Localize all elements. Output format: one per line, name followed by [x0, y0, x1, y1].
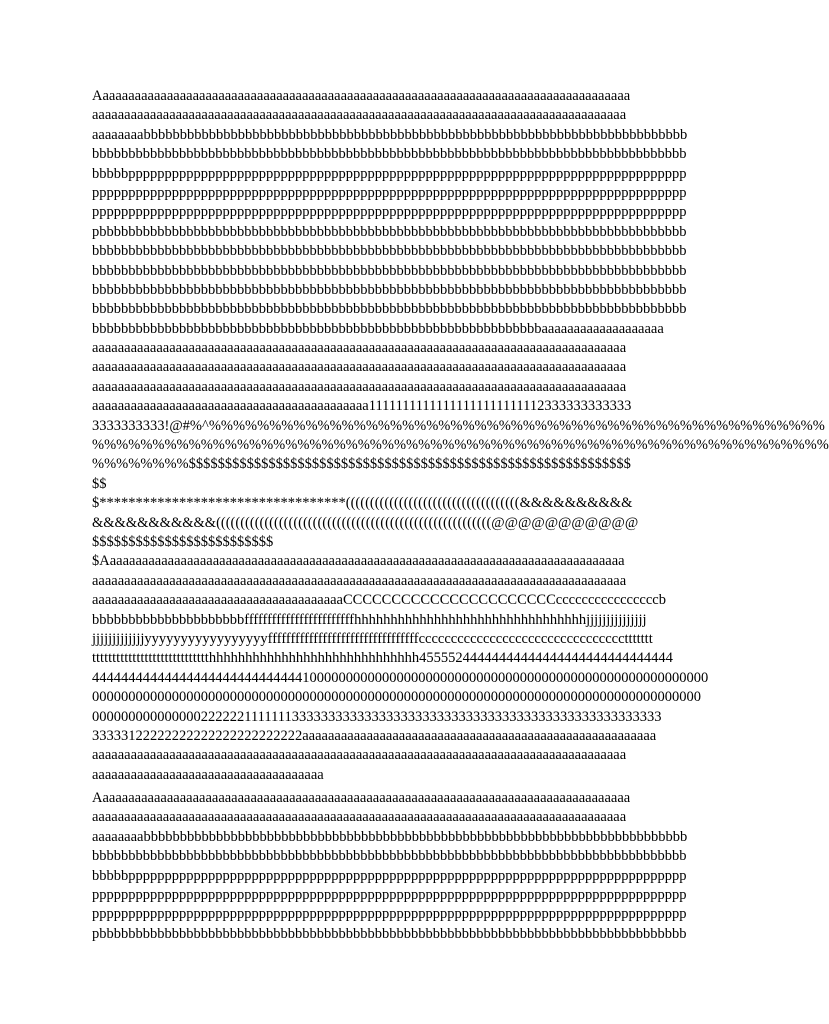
text-line: pppppppppppppppppppppppppppppppppppppppppppppppppppppppppppppppppppppppppppppppppp	[92, 184, 687, 201]
text-line: aaaaaaaabbbbbbbbbbbbbbbbbbbbbbbbbbbbbbbbbbbbbbbbbbbbbbbbbbbbbbbbbbbbbbbbbbbbbbbbbbb	[92, 828, 688, 845]
text-line: pbbbbbbbbbbbbbbbbbbbbbbbbbbbbbbbbbbbbbbbbbbbbbbbbbbbbbbbbbbbbbbbbbbbbbbbbbbbbbbbbb	[92, 223, 687, 240]
text-block-2	[92, 789, 688, 944]
text-line: 0000000000000002222221111111333333333333333333333333333333333333333333333333333	[92, 708, 662, 725]
text-line: 3333333333!@#%^%%%%%%%%%%%%%%%%%%%%%%%%%%%%%%%%%%%%%%%%%%%%%%%%%%%	[92, 417, 825, 434]
text-line: aaaaaaaaaaaaaaaaaaaaaaaaaaaaaaaaaaaaaaaaaaa11111111111111111111111112333333333333	[92, 398, 632, 415]
text-line: bbbbbppppppppppppppppppppppppppppppppppppppppppppppppppppppppppppppppppppppppppppp	[92, 867, 687, 884]
text-line: bbbbbbbbbbbbbbbbbbbbbffffffffffffffffffffffffhhhhhhhhhhhhhhhhhhhhhhhhhhhhhhhhjjjjjjjjjjjjjjj	[92, 611, 647, 628]
text-line: aaaaaaaaaaaaaaaaaaaaaaaaaaaaaaaaaaaaaaaaaaaaaaaaaaaaaaaaaaaaaaaaaaaaaaaaaaaaaaaaaaa	[92, 747, 627, 764]
text-line: bbbbbbbbbbbbbbbbbbbbbbbbbbbbbbbbbbbbbbbbbbbbbbbbbbbbbbbbbbbbbbbbbbbbbbbbbbbbbbbbbb	[92, 262, 687, 279]
text-line: Aaaaaaaaaaaaaaaaaaaaaaaaaaaaaaaaaaaaaaaaaaaaaaaaaaaaaaaaaaaaaaaaaaaaaaaaaaaaaaaaaaa	[92, 790, 631, 806]
text-line: bbbbbppppppppppppppppppppppppppppppppppppppppppppppppppppppppppppppppppppppppppppp	[92, 165, 687, 182]
text-line: pppppppppppppppppppppppppppppppppppppppppppppppppppppppppppppppppppppppppppppppppp	[92, 204, 687, 221]
text-line: aaaaaaaaaaaaaaaaaaaaaaaaaaaaaaaaaaaaaaaaaaaaaaaaaaaaaaaaaaaaaaaaaaaaaaaaaaaaaaaaaaa	[92, 359, 627, 376]
text-line: $Aaaaaaaaaaaaaaaaaaaaaaaaaaaaaaaaaaaaaaaaaaaaaaaaaaaaaaaaaaaaaaaaaaaaaaaaaaaaaaaaa	[92, 553, 625, 570]
text-line: 33333122222222222222222222222aaaaaaaaaaaaaaaaaaaaaaaaaaaaaaaaaaaaaaaaaaaaaaaaaaaaaaa	[92, 727, 657, 744]
text-line: bbbbbbbbbbbbbbbbbbbbbbbbbbbbbbbbbbbbbbbbbbbbbbbbbbbbbbbbbbbbbbbbbbbbbbbbbbbbbbbbbb	[92, 243, 687, 260]
text-line: aaaaaaaaaaaaaaaaaaaaaaaaaaaaaaaaaaaaaaaaaaaaaaaaaaaaaaaaaaaaaaaaaaaaaaaaaaaaaaaaaaa	[92, 572, 627, 589]
text-line: $**********************************((((((((((((((((((((((((((((((((((((&&&&&&&&&&	[92, 495, 633, 512]
text-line: aaaaaaaaaaaaaaaaaaaaaaaaaaaaaaaaaaaaaaaaaaaaaaaaaaaaaaaaaaaaaaaaaaaaaaaaaaaaaaaaaaa	[92, 809, 627, 826]
text-line: pppppppppppppppppppppppppppppppppppppppppppppppppppppppppppppppppppppppppppppppppp	[92, 906, 687, 923]
text-line: Aaaaaaaaaaaaaaaaaaaaaaaaaaaaaaaaaaaaaaaaaaaaaaaaaaaaaaaaaaaaaaaaaaaaaaaaaaaaaaaaaaa	[92, 88, 631, 104]
text-line: aaaaaaaaaaaaaaaaaaaaaaaaaaaaaaaaaaaaaaaaaaaaaaaaaaaaaaaaaaaaaaaaaaaaaaaaaaaaaaaaaaa	[92, 107, 627, 124]
text-line: aaaaaaaaaaaaaaaaaaaaaaaaaaaaaaaaaaaaaaaCCCCCCCCCCCCCCCCCCCCCCccccccccccccccccb	[92, 592, 666, 609]
text-line: $$$$$$$$$$$$$$$$$$$$$$$$$	[92, 533, 274, 550]
text-line: pbbbbbbbbbbbbbbbbbbbbbbbbbbbbbbbbbbbbbbbbbbbbbbbbbbbbbbbbbbbbbbbbbbbbbbbbbbbbbbbbb	[92, 925, 687, 942]
text-line: ttttttttttttttttttttttttttttthhhhhhhhhhhhhhhhhhhhhhhhhhhhh45555244444444444444444444444444444	[92, 650, 673, 667]
text-line: aaaaaaaaaaaaaaaaaaaaaaaaaaaaaaaaaaaaaaaaaaaaaaaaaaaaaaaaaaaaaaaaaaaaaaaaaaaaaaaaaaa	[92, 340, 627, 357]
text-line: bbbbbbbbbbbbbbbbbbbbbbbbbbbbbbbbbbbbbbbbbbbbbbbbbbbbbbbbbbbbbbbbbbbbbbbbbbbbbbbbbb	[92, 848, 687, 865]
text-line: %%%%%%%%%%%%%%%%%%%%%%%%%%%%%%%%%%%%%%%%%%%%%%%%%%%%%%%%%%%%%	[92, 437, 829, 454]
text-line: bbbbbbbbbbbbbbbbbbbbbbbbbbbbbbbbbbbbbbbbbbbbbbbbbbbbbbbbbbbbbbbbbbbbbbbbbbbbbbbbbb	[92, 301, 687, 318]
text-line: pppppppppppppppppppppppppppppppppppppppppppppppppppppppppppppppppppppppppppppppppp	[92, 886, 687, 903]
text-line: %%%%%%%%$$$$$$$$$$$$$$$$$$$$$$$$$$$$$$$$$$$$$$$$$$$$$$$$$$$$$$$$$$$$$	[92, 456, 631, 473]
text-line: aaaaaaaaaaaaaaaaaaaaaaaaaaaaaaaaaaaaaaaaaaaaaaaaaaaaaaaaaaaaaaaaaaaaaaaaaaaaaaaaaaa	[92, 378, 627, 395]
text-line: bbbbbbbbbbbbbbbbbbbbbbbbbbbbbbbbbbbbbbbbbbbbbbbbbbbbbbbbbbbbbbbbbbbbbbbbbbbbbbbbbb	[92, 281, 687, 298]
text-line: 000000000000000000000000000000000000000000000000000000000000000000000000000000000000	[92, 689, 701, 706]
text-line: $$	[92, 475, 107, 492]
text-line: jjjjjjjjjjjjjyyyyyyyyyyyyyyyyyfffffffffffffffffffffffffffffffffccccccccccccccccccccccccccccccccttttttt	[92, 630, 653, 647]
text-line: bbbbbbbbbbbbbbbbbbbbbbbbbbbbbbbbbbbbbbbbbbbbbbbbbbbbbbbbbbbbbbbbbbbbbbbbbbbbbbbbbb	[92, 146, 687, 163]
text-block-1	[92, 87, 829, 785]
text-line: aaaaaaaabbbbbbbbbbbbbbbbbbbbbbbbbbbbbbbbbbbbbbbbbbbbbbbbbbbbbbbbbbbbbbbbbbbbbbbbbbb	[92, 126, 688, 143]
text-line: &&&&&&&&&&&(((((((((((((((((((((((((((((((((((((((((((((((((((((((((@@@@@@@@@@@	[92, 514, 639, 531]
text-line: 4444444444444444444444444444410000000000000000000000000000000000000000000000000000000	[92, 669, 709, 686]
text-line: aaaaaaaaaaaaaaaaaaaaaaaaaaaaaaaaaaaa	[92, 766, 324, 783]
text-line: bbbbbbbbbbbbbbbbbbbbbbbbbbbbbbbbbbbbbbbbbbbbbbbbbbbbbbbbbbbbbbaaaaaaaaaaaaaaaaaaa	[92, 320, 664, 337]
